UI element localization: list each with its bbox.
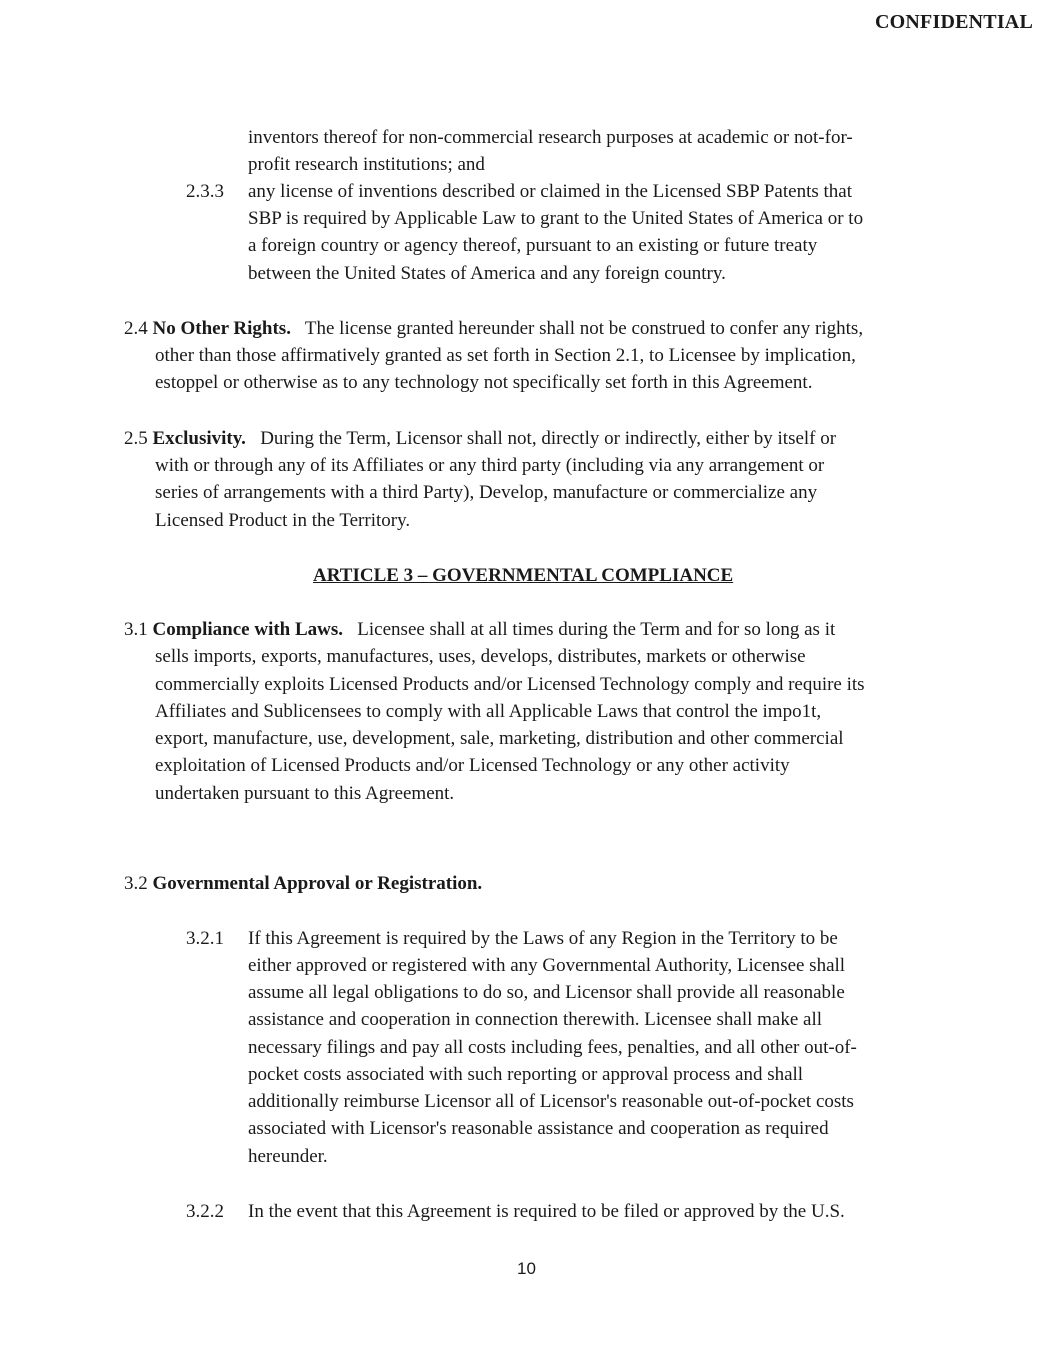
text-line: other than those affirmatively granted as set forth in Section 2.1, to Licensee by implication, — [155, 345, 856, 366]
text-line: pocket costs associated with such reporting or approval process and shall — [248, 1064, 804, 1085]
text-line: If this Agreement is required by the Laws of any Region in the Territory to be — [248, 928, 838, 949]
section-title: Exclusivity. — [152, 428, 246, 449]
section-first-line — [124, 315, 863, 342]
section-first-line — [124, 616, 835, 643]
section-number: 3.2 — [124, 873, 148, 894]
text-line: with or through any of its Affiliates or any third party (including via any arrangement or — [155, 455, 825, 476]
text-line: Licensed Product in the Territory. — [155, 510, 411, 531]
text-line: During the Term, Licensor shall not, directly or indirectly, either by itself or — [260, 428, 837, 449]
text-line: exploitation of Licensed Products and/or Licensed Technology or any other activity — [155, 755, 790, 776]
text-line: estoppel or otherwise as to any technology not specifically set forth in this Agreement. — [155, 372, 813, 393]
section-title: Governmental Approval or Registration. — [152, 873, 483, 894]
text-line: export, manufacture, use, development, sale, marketing, distribution and other commercial — [155, 728, 844, 749]
text-line: inventors thereof for non-commercial research purposes at academic or not-for- — [248, 127, 853, 148]
text-line: between the United States of America and any foreign country. — [248, 263, 726, 284]
text-line: any license of inventions described or claimed in the Licensed SBP Patents that — [248, 181, 852, 202]
clause-number: 3.2.1 — [186, 928, 224, 949]
text-line: associated with Licensor's reasonable assistance and cooperation as required — [248, 1118, 829, 1139]
text-line: either approved or registered with any Governmental Authority, Licensee shall — [248, 955, 846, 976]
confidential-header: CONFIDENTIAL — [875, 11, 1033, 33]
text-line: Affiliates and Sublicensees to comply with all Applicable Laws that control the impo1t, — [155, 701, 822, 722]
text-line: a foreign country or agency thereof, pursuant to an existing or future treaty — [248, 235, 818, 256]
text-line: series of arrangements with a third Party), Develop, manufacture or commercialize any — [155, 482, 818, 503]
article-heading: ARTICLE 3 – GOVERNMENTAL COMPLIANCE — [313, 565, 734, 586]
text-line: additionally reimburse Licensor all of Licensor's reasonable out-of-pocket costs — [248, 1091, 854, 1112]
section-number: 3.1 — [124, 619, 148, 640]
text-line: sells imports, exports, manufactures, uses, develops, distributes, markets or otherwise — [155, 646, 806, 667]
text-line: profit research institutions; and — [248, 154, 485, 175]
clause-number: 3.2.2 — [186, 1201, 224, 1222]
text-line: undertaken pursuant to this Agreement. — [155, 783, 455, 804]
section-title: Compliance with Laws. — [152, 619, 344, 640]
text-line: commercially exploits Licensed Products and/or Licensed Technology comply and require its — [155, 674, 865, 695]
section-number: 2.5 — [124, 428, 148, 449]
text-line: necessary filings and pay all costs including fees, penalties, and all other out-of- — [248, 1037, 857, 1058]
section-number: 2.4 — [124, 318, 148, 339]
text-line: The license granted hereunder shall not be construed to confer any rights, — [304, 318, 864, 339]
section-title: No Other Rights. — [152, 318, 291, 339]
clause-number: 2.3.3 — [186, 181, 224, 202]
text-line: Licensee shall at all times during the Term and for so long as it — [357, 619, 836, 640]
text-line: SBP is required by Applicable Law to grant to the United States of America or to — [248, 208, 864, 229]
text-line: assistance and cooperation in connection therewith. Licensee shall make all — [248, 1009, 823, 1030]
section-first-line — [124, 425, 836, 452]
text-line: hereunder. — [248, 1146, 328, 1167]
page-number: 10 — [517, 1259, 536, 1278]
text-line: In the event that this Agreement is required to be filed or approved by the U.S. — [248, 1201, 845, 1222]
section-3-2 — [124, 870, 482, 897]
text-line: assume all legal obligations to do so, and Licensor shall provide all reasonable — [248, 982, 845, 1003]
